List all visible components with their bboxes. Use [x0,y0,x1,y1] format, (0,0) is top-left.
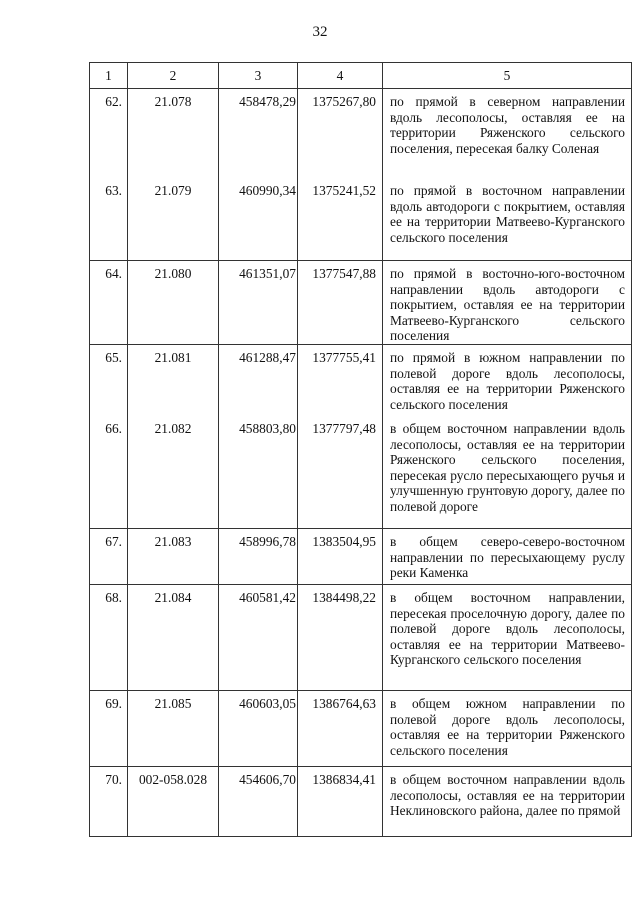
point-code-cell [128,691,219,767]
point-number-cell [90,345,128,529]
point-number-cell [90,585,128,691]
point-number: 68. [105,590,122,605]
boundary-description-cell [383,691,632,767]
point-code: 002-058.028 [138,772,208,787]
point-code-cell [128,767,219,837]
header-col-1: 1 [90,63,128,89]
point-number-cell [90,691,128,767]
boundary-description-cell [383,585,632,691]
boundary-description: в общем северо-северо-восточном направлении по пересыхающему руслу реки Каменка [390,534,625,581]
table-row [90,345,632,529]
boundary-description-cell [383,767,632,837]
boundary-description-cell [383,529,632,585]
point-number-cell [90,89,128,261]
boundary-description-cell [383,89,632,261]
boundary-description: в общем восточном направлении вдоль лесополосы, оставляя ее на территории Ряженского сельского поселения, пересекая русло пересыхающего ручья и улучшенную грунтовую дорогу, далее по полевой дороге [390,421,625,514]
point-number-cell [90,529,128,585]
header-row [90,63,632,89]
point-number: 64. [105,266,122,281]
table-row [90,767,632,837]
table-row [90,529,632,585]
table-row [90,261,632,345]
point-number: 70. [105,772,122,787]
coord-y-cell [298,345,383,529]
coord-x-cell [219,767,298,837]
point-code-cell [128,345,219,529]
header-col-5: 5 [383,63,632,89]
point-code-cell [128,585,219,691]
boundary-description-cell [383,261,632,345]
boundary-description: в общем восточном направлении, пересекая проселочную дорогу, далее по полевой дороге вдоль лесополосы, оставляя ее на территории Матвеево-Курганского сельского поселения [390,590,625,668]
coord-x: 460603,05 [239,696,296,711]
coord-y-cell [298,529,383,585]
coord-y: 1377755,41 [312,350,376,365]
point-code: 21.080 [154,266,192,281]
point-number: 67. [105,534,122,549]
boundary-description: в общем южном направлении по полевой дороге вдоль лесополосы, оставляя ее на территории Ряженского сельского поселения [390,696,625,758]
point-number: 66. [105,421,122,436]
coord-y: 1386764,63 [312,696,376,711]
boundary-description: по прямой в восточном направлении вдоль автодороги с покрытием, оставляя ее на территории Матвеево-Курганского сельского поселения [390,183,625,245]
table-row [90,585,632,691]
point-code: 21.078 [154,94,192,109]
table-row [90,89,632,261]
boundary-description: по прямой в южном направлении по полевой дороге вдоль лесополосы, оставляя ее на территории Ряженского сельского поселения [390,350,625,412]
coord-x-cell [219,261,298,345]
coord-y-cell [298,89,383,261]
point-number: 63. [105,183,122,198]
coord-y-cell [298,261,383,345]
coord-x: 460990,34 [239,183,296,198]
point-code: 21.084 [154,590,192,605]
coord-x: 460581,42 [239,590,296,605]
point-code: 21.079 [154,183,192,198]
table-row [90,691,632,767]
coord-y: 1375267,80 [312,94,376,109]
coord-x: 458996,78 [239,534,296,549]
coord-x-cell [219,89,298,261]
coord-y-cell [298,585,383,691]
point-number: 62. [105,94,122,109]
boundary-table [89,62,632,837]
coord-y: 1377797,48 [312,421,376,436]
point-code-cell [128,261,219,345]
coord-x: 458478,29 [239,94,296,109]
header-col-2: 2 [128,63,219,89]
header-col-4: 4 [298,63,383,89]
coord-y: 1384498,22 [312,590,376,605]
point-code: 21.083 [154,534,192,549]
point-number-cell [90,261,128,345]
boundary-description: по прямой в северном направлении вдоль лесополосы, оставляя ее на территории Ряженского сельского поселения, пересекая балку Соленая [390,94,625,156]
point-code-cell [128,89,219,261]
page-number: 32 [312,24,328,40]
coord-x-cell [219,529,298,585]
coord-x: 461351,07 [239,266,296,281]
point-code-cell [128,529,219,585]
coord-y: 1377547,88 [312,266,376,281]
coord-x: 461288,47 [239,350,296,365]
coord-y-cell [298,691,383,767]
coord-x-cell [219,585,298,691]
coord-x: 454606,70 [239,772,296,787]
coord-x: 458803,80 [239,421,296,436]
point-code: 21.082 [154,421,192,436]
coord-x-cell [219,345,298,529]
boundary-description: по прямой в восточно-юго-восточном направлении вдоль автодороги с покрытием, оставляя ее на территории Матвеево-Курганского сельского поселения [390,266,625,344]
boundary-description: в общем восточном направлении вдоль лесополосы, оставляя ее на территории Неклиновского района, далее по прямой [390,772,625,819]
coord-y: 1383504,95 [312,534,376,549]
coord-y: 1375241,52 [312,183,376,198]
coord-x-cell [219,691,298,767]
point-number: 69. [105,696,122,711]
boundary-description-cell [383,345,632,529]
point-code: 21.081 [154,350,192,365]
point-code: 21.085 [154,696,192,711]
coord-y-cell [298,767,383,837]
header-col-3: 3 [219,63,298,89]
point-number: 65. [105,350,122,365]
coord-y: 1386834,41 [312,772,376,787]
point-number-cell [90,767,128,837]
